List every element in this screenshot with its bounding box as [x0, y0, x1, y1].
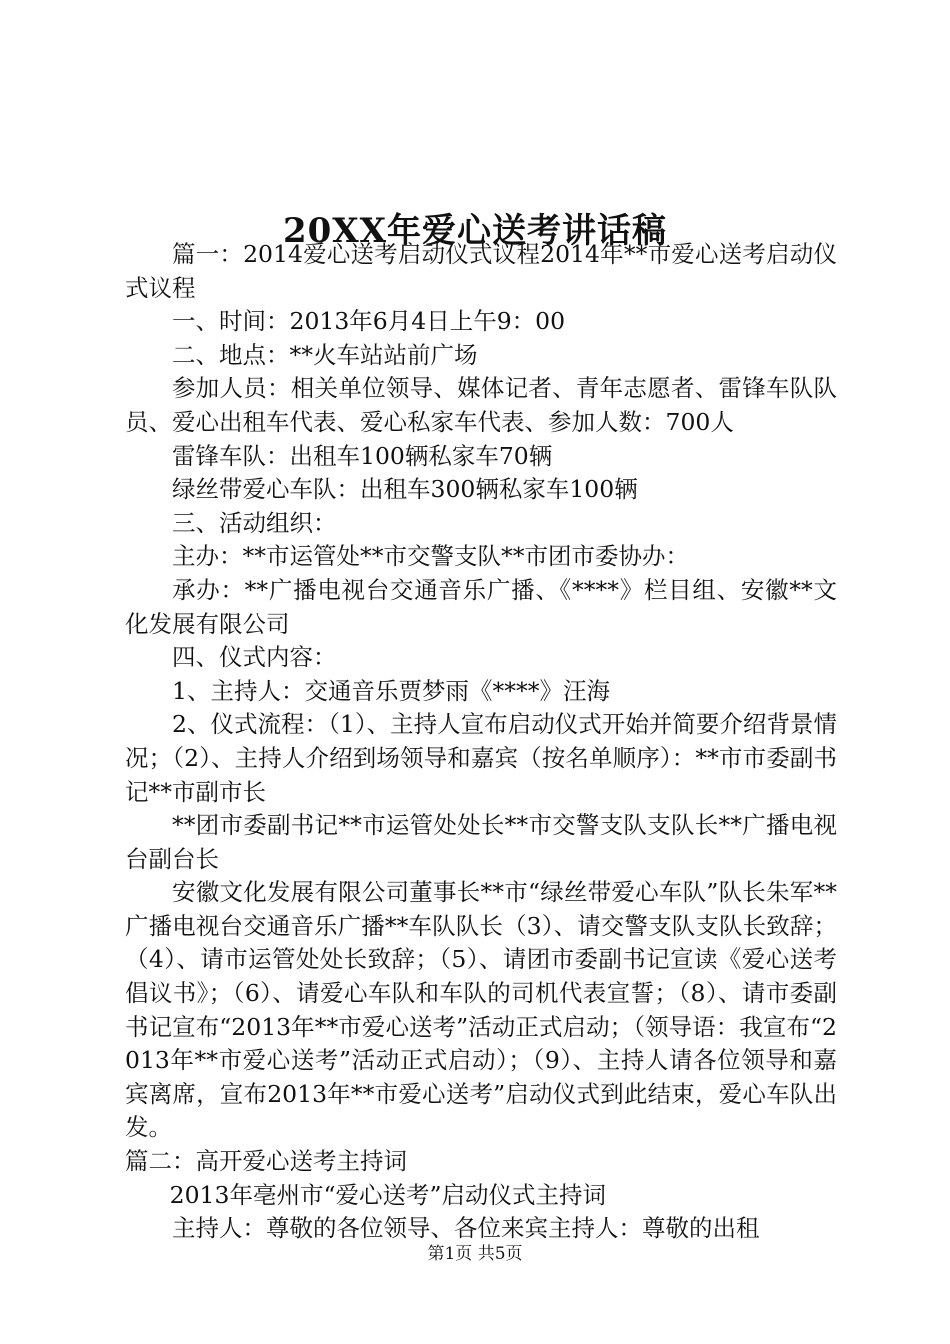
paragraph: 三、活动组织：	[172, 508, 337, 537]
document-title: 20XX年爱心送考讲话稿	[282, 210, 668, 251]
paragraph: 参加人员：相关单位领导、媒体记者、青年志愿者、雷锋车队队员、爱心出租车代表、爱心私家车代表、参加人数：700人	[125, 374, 837, 436]
paragraph: 主持人：尊敬的各位领导、各位来宾主持人：尊敬的出租	[172, 1214, 760, 1243]
paragraph: 二、地点：**火车站站前广场	[172, 340, 478, 369]
paragraph: **团市委副书记**市运管处处长**市交警支队支队长**广播电视台副台长	[125, 811, 837, 873]
paragraph: 1、主持人：交通音乐贾梦雨《****》汪海	[172, 676, 610, 705]
paragraph: 雷锋车队：出租车100辆私家车70辆	[172, 441, 553, 470]
section-heading: 篇二：高开爱心送考主持词	[125, 1147, 407, 1176]
paragraph: 2、仪式流程：（1）、主持人宣布启动仪式开始并简要介绍背景情况；（2）、主持人介绍到场领导和嘉宾（按名单顺序）：**市市委副书记**市副市长	[125, 710, 837, 806]
document-body	[125, 238, 837, 1246]
paragraph: 一、时间：2013年6月4日上午9：00	[172, 307, 566, 336]
paragraph: 2013年亳州市“爱心送考”启动仪式主持词	[169, 1180, 606, 1209]
paragraph: 绿丝带爱心车队：出租车300辆私家车100辆	[172, 475, 638, 504]
paragraph: 安徽文化发展有限公司董事长**市“绿丝带爱心车队”队长朱军**广播电视台交通音乐广播**车队队长（3）、请交警支队支队长致辞；（4）、请市运管处处长致辞；（5）、请团市委副书记宣读《爱心送考倡议书》；（6）、请爱心车队和车队的司机代表宣誓；（8）、请市委副书记宣布“2013年**市爱心送考”活动正式启动；（领导语：我宣布“2013年**市爱心送考”活动正式启动）；（9）、主持人请各位领导和嘉宾离席，宣布2013年**市爱心送考”启动仪式到此结束，爱心车队出发。	[125, 878, 837, 1142]
page-number-footer: 第1页 共5页	[427, 1244, 523, 1264]
paragraph: 主办：**市运管处**市交警支队**市团市委协办：	[172, 542, 689, 571]
paragraph: 承办：**广播电视台交通音乐广播、《****》栏目组、安徽**文化发展有限公司	[125, 575, 837, 638]
paragraph: 篇一：2014爱心送考启动仪式议程2014年**市爱心送考启动仪式议程	[125, 240, 837, 302]
paragraph: 四、仪式内容：	[172, 643, 337, 672]
